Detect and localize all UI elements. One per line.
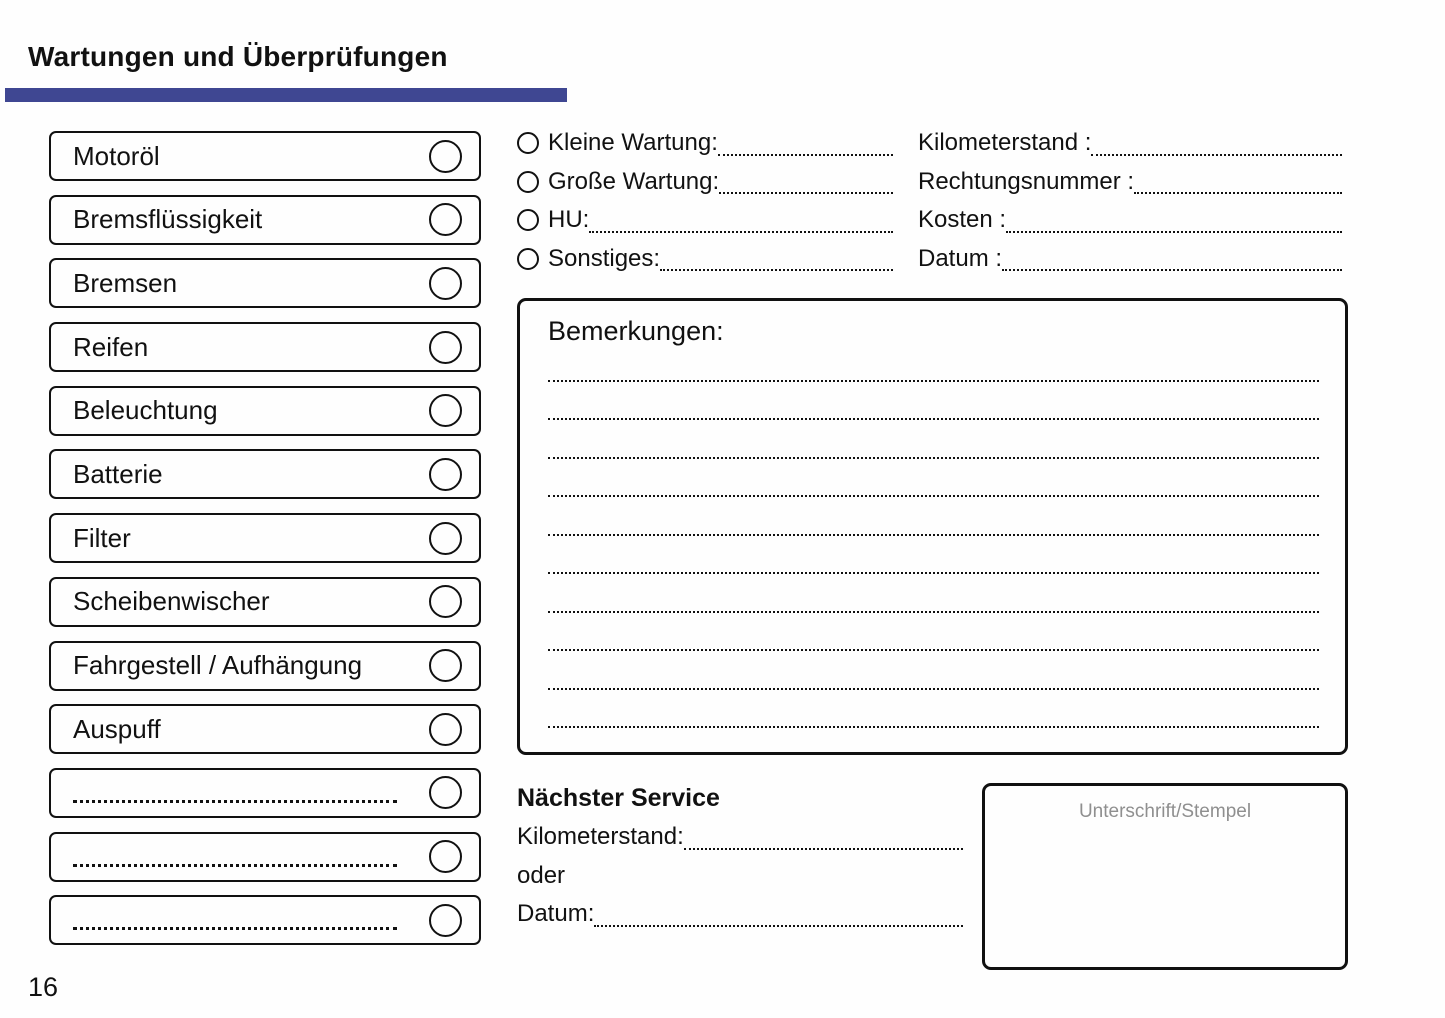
kosten-input-line[interactable] [1006,231,1342,233]
field-label: Datum : [918,244,1003,272]
checklist-item-label: Reifen [73,331,149,362]
field-label: Kilometerstand: [517,823,684,851]
checklist-item-fahrgestell [49,641,481,691]
remarks-writing-area[interactable] [548,343,1319,728]
checklist-item-label: Auspuff [73,713,161,744]
remarks-line[interactable] [548,574,1319,613]
checkbox-circle[interactable] [429,649,462,682]
checklist-item-custom-1 [49,768,481,818]
rechnungsnummer-input-line[interactable] [1134,192,1342,194]
option-label: Kleine Wartung: [548,129,718,157]
checklist-item-batterie [49,449,481,499]
checklist-item-label: Beleuchtung [73,395,218,426]
kleine-wartung-input-line[interactable] [718,154,893,156]
option-grosse-wartung [517,163,893,202]
checkbox-circle[interactable] [429,713,462,746]
datum-input-line[interactable] [1002,269,1342,271]
checkbox-circle[interactable] [429,140,462,173]
inspection-checklist [49,131,481,945]
remarks-line[interactable] [548,420,1319,459]
checklist-item-scheibenwischer [49,577,481,627]
checklist-item-custom-3 [49,895,481,945]
field-kilometerstand [918,124,1342,163]
option-label: Große Wartung: [548,167,720,195]
checklist-item-label: Batterie [73,458,163,489]
page-title: Wartungen und Überprüfungen [28,41,448,72]
next-service-title: Nächster Service [517,784,720,812]
checkbox-circle[interactable] [429,203,462,236]
kilometerstand-input-line[interactable] [1091,154,1342,156]
field-label: Kilometerstand : [918,129,1092,157]
remarks-box [517,298,1348,755]
checkbox-circle[interactable] [429,394,462,427]
radio-circle[interactable] [517,209,539,231]
checklist-item-label: Filter [73,522,131,553]
custom-item-input-line[interactable] [73,864,397,867]
remarks-line[interactable] [548,651,1319,690]
checkbox-circle[interactable] [429,840,462,873]
option-sonstiges [517,240,893,279]
field-label: Kosten : [918,206,1007,234]
remarks-title: Bemerkungen: [548,316,724,346]
radio-circle[interactable] [517,248,539,270]
grosse-wartung-input-line[interactable] [719,192,893,194]
option-label: Sonstiges: [548,244,661,272]
custom-item-input-line[interactable] [73,927,397,930]
checklist-item-beleuchtung [49,386,481,436]
checklist-item-label: Scheibenwischer [73,586,270,617]
remarks-line[interactable] [548,497,1319,536]
field-label: Datum: [517,900,595,928]
option-label: HU: [548,206,590,234]
option-hu [517,201,893,240]
remarks-line[interactable] [548,690,1319,729]
page-number: 16 [28,972,59,1002]
checkbox-circle[interactable] [429,585,462,618]
field-kosten [918,201,1342,240]
next-service-km-input-line[interactable] [684,848,963,850]
signature-stamp-box[interactable] [982,783,1348,970]
field-rechnungsnummer [918,163,1342,202]
checklist-item-auspuff [49,704,481,754]
remarks-line[interactable] [548,459,1319,498]
custom-item-input-line[interactable] [73,800,397,803]
remarks-line[interactable] [548,343,1319,382]
checklist-item-motoroel [49,131,481,181]
title-accent-bar [5,88,567,102]
signature-label: Unterschrift/Stempel [1078,801,1252,822]
checklist-item-reifen [49,322,481,372]
checklist-item-label: Bremsen [73,267,178,298]
next-service-or [517,857,963,896]
next-service-km [517,818,963,857]
or-label: oder [517,861,566,889]
checklist-item-bremsfluessigkeit [49,195,481,245]
remarks-line[interactable] [548,536,1319,575]
next-service-date [517,895,963,934]
checkbox-circle[interactable] [429,458,462,491]
checklist-item-label: Motoröl [73,140,160,171]
service-detail-fields [918,124,1342,278]
checklist-item-label: Bremsflüssigkeit [73,204,263,235]
checkbox-circle[interactable] [429,267,462,300]
checklist-item-bremsen [49,258,481,308]
radio-circle[interactable] [517,132,539,154]
radio-circle[interactable] [517,171,539,193]
remarks-line[interactable] [548,382,1319,421]
service-type-options [517,124,893,278]
hu-input-line[interactable] [589,231,893,233]
checkbox-circle[interactable] [429,522,462,555]
option-kleine-wartung [517,124,893,163]
next-service-date-input-line[interactable] [594,925,963,927]
remarks-line[interactable] [548,613,1319,652]
sonstiges-input-line[interactable] [660,269,893,271]
checkbox-circle[interactable] [429,331,462,364]
checklist-item-custom-2 [49,832,481,882]
checkbox-circle[interactable] [429,904,462,937]
field-datum [918,240,1342,279]
checklist-item-label: Fahrgestell / Aufhängung [73,650,363,680]
field-label: Rechtungsnummer : [918,167,1135,195]
next-service-fields [517,818,963,934]
checkbox-circle[interactable] [429,776,462,809]
checklist-item-filter [49,513,481,563]
